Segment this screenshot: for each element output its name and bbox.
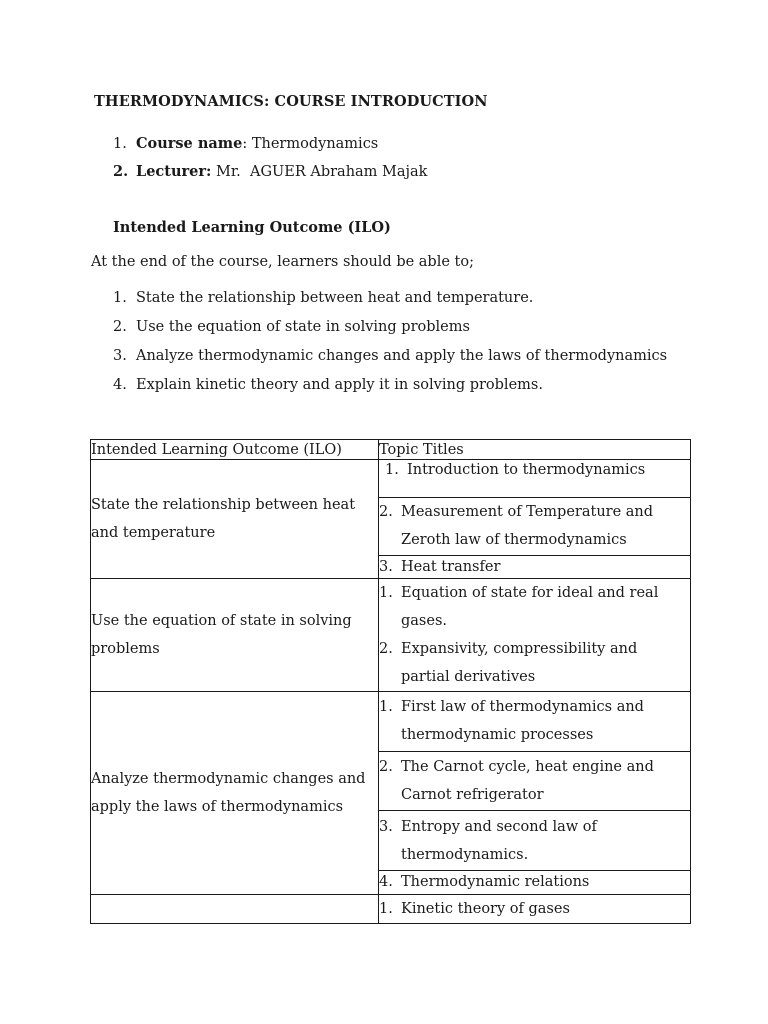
- topic-number: 1.: [379, 699, 393, 716]
- intro-text: At the end of the course, learners should be able to;: [91, 254, 474, 270]
- outcome-text: Use the equation of state in solving problems: [136, 319, 470, 335]
- lecturer-item: [113, 162, 427, 190]
- outcome-text: Analyze thermodynamic changes and apply the laws of thermodynamics: [136, 348, 668, 364]
- topic-cell: [379, 751, 691, 811]
- topic-cell: [379, 895, 691, 924]
- topic-number: 1.: [379, 585, 393, 601]
- topic-number: 2.: [379, 758, 393, 775]
- list-number: 1.: [113, 136, 127, 152]
- list-item: [113, 288, 667, 317]
- column-header-topics: Topic Titles: [379, 440, 691, 460]
- ilo-cell: State the relationship between heat and temperature: [91, 460, 379, 579]
- topic-title: Measurement of Temperature and Zeroth law of thermodynamics: [401, 504, 654, 549]
- table-row: [91, 895, 691, 924]
- course-info-list: [113, 134, 427, 190]
- topic-title: Heat transfer: [401, 558, 501, 575]
- list-item: [113, 346, 667, 375]
- topic-cell: [379, 555, 691, 578]
- topic-number: 2.: [379, 641, 393, 657]
- page-title: THERMODYNAMICS: COURSE INTRODUCTION: [94, 93, 488, 110]
- topic-cell: [379, 811, 691, 871]
- outcome-text: Explain kinetic theory and apply it in solving problems.: [136, 377, 543, 393]
- ilo-cell: [91, 895, 379, 924]
- list-number: 2.: [113, 319, 127, 335]
- outcome-text: State the relationship between heat and temperature.: [136, 290, 534, 306]
- topic-title: Kinetic theory of gases: [401, 901, 570, 917]
- topic-title: Introduction to thermodynamics: [407, 462, 646, 478]
- list-item: [113, 375, 667, 404]
- topic-title: The Carnot cycle, heat engine and Carnot refrigerator: [401, 758, 654, 803]
- column-header-ilo: Intended Learning Outcome (ILO): [91, 440, 379, 460]
- topic-title: Thermodynamic relations: [401, 874, 590, 891]
- table-row: [91, 579, 691, 692]
- course-name-label: Course name: [136, 135, 243, 152]
- topic-cell: [379, 870, 691, 894]
- topic-cell: [379, 692, 691, 752]
- topic-title: Equation of state for ideal and real gases.: [401, 585, 659, 629]
- topic-cell: [379, 579, 691, 692]
- ilo-heading: Intended Learning Outcome (ILO): [113, 219, 391, 236]
- topic-title: Entropy and second law of thermodynamics.: [401, 818, 597, 863]
- topic-number: 1.: [385, 462, 399, 478]
- topic-cell: [379, 497, 691, 555]
- topic-number: 1.: [379, 901, 393, 917]
- list-number: 3.: [113, 348, 127, 364]
- lecturer-value: Mr. AGUER Abraham Majak: [215, 164, 428, 180]
- outcomes-list: [113, 288, 667, 404]
- table-header-row: [91, 440, 691, 460]
- course-name-value: Thermodynamics: [251, 136, 379, 152]
- list-number: 1.: [113, 290, 127, 306]
- topic-number: 4.: [379, 874, 393, 891]
- lecturer-label: Lecturer:: [136, 163, 212, 180]
- ilo-cell: Analyze thermodynamic changes and apply the laws of thermodynamics: [91, 692, 379, 895]
- ilo-topics-table: [90, 439, 691, 924]
- separator: :: [242, 136, 252, 152]
- topic-cell: [379, 460, 691, 498]
- list-item: [113, 317, 667, 346]
- table-row: [91, 692, 691, 752]
- ilo-cell: Use the equation of state in solving problems: [91, 579, 379, 692]
- table-row: [91, 460, 691, 498]
- course-name-item: [113, 134, 427, 162]
- topic-title: Expansivity, compressibility and partial derivatives: [401, 641, 638, 685]
- list-number: 2.: [113, 163, 129, 180]
- topic-number: 3.: [379, 558, 393, 575]
- topic-number: 2.: [379, 504, 393, 521]
- list-number: 4.: [113, 377, 127, 393]
- topic-title: First law of thermodynamics and thermodynamic processes: [401, 699, 644, 744]
- topic-number: 3.: [379, 818, 393, 835]
